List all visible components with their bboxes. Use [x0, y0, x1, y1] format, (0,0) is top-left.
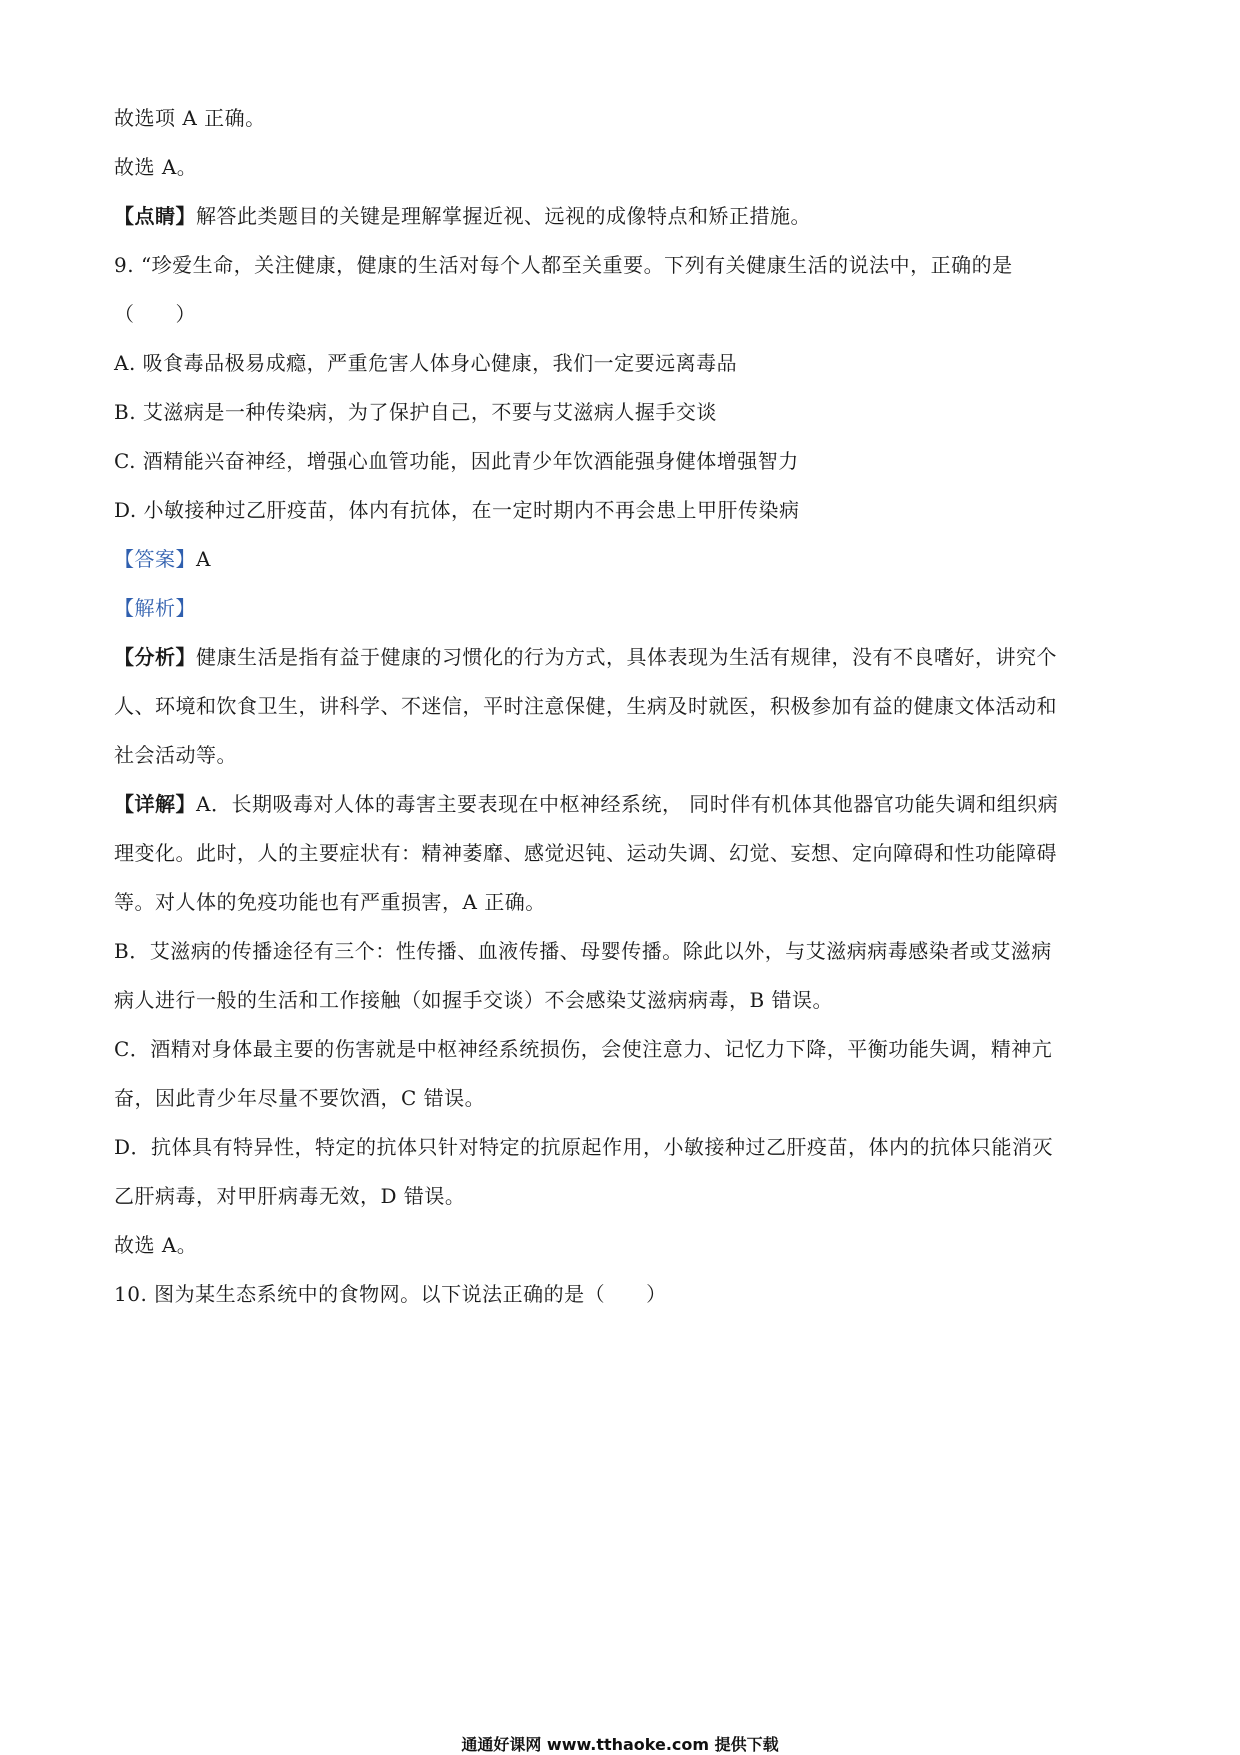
xiangjie-line-7: 奋，因此青少年尽量不要饮酒，C 错误。 — [114, 1086, 486, 1110]
xiangjie-line-6: C．酒精对身体最主要的伤害就是中枢神经系统损伤，会使注意力、记忆力下降，平衡功能失调，精神亢 — [114, 1037, 1053, 1061]
question-9-option-c: C. 酒精能兴奋神经，增强心血管功能，因此青少年饮酒能强身健体增强智力 — [114, 449, 799, 473]
question-9-option-d: D. 小敏接种过乙肝疫苗，体内有抗体，在一定时期内不再会患上甲肝传染病 — [114, 498, 800, 522]
question-9-option-a: A. 吸食毒品极易成瘾，严重危害人体身心健康，我们一定要远离毒品 — [114, 351, 738, 375]
xiangjie-tag: 【详解】 — [114, 792, 196, 816]
page-footer: 通通好课网 www.tthaoke.com 提供下载 — [461, 1735, 779, 1754]
question-10-stem: 10. 图为某生态系统中的食物网。以下说法正确的是（ ） — [114, 1282, 667, 1306]
fenxi-tag: 【分析】 — [114, 645, 196, 669]
xiangjie-text-1: A．长期吸毒对人体的毒害主要表现在中枢神经系统， 同时伴有机体其他器官功能失调和组织病 — [196, 792, 1059, 816]
xiangjie-line-3: 等。对人体的免疫功能也有严重损害，A 正确。 — [114, 890, 546, 914]
answer-line — [114, 547, 211, 571]
xiangjie-line-8: D．抗体具有特异性，特定的抗体只针对特定的抗原起作用，小敏接种过乙肝疫苗，体内的抗体只能消灭 — [114, 1135, 1054, 1159]
xiangjie-line-2: 理变化。此时，人的主要症状有：精神萎靡、感觉迟钝、运动失调、幻觉、妄想、定向障碍和性功能障碍 — [114, 841, 1057, 865]
tip-line — [114, 204, 811, 228]
xiangjie-line-5: 病人进行一般的生活和工作接触（如握手交谈）不会感染艾滋病病毒，B 错误。 — [114, 988, 834, 1012]
xiangjie-line-9: 乙肝病毒，对甲肝病毒无效，D 错误。 — [114, 1184, 466, 1208]
conclusion-line: 故选项 A 正确。 — [114, 106, 266, 130]
tip-text: 解答此类题目的关键是理解掌握近视、远视的成像特点和矫正措施。 — [196, 204, 811, 228]
answer-tag: 【答案】 — [114, 547, 196, 571]
question-9-paren: （ ） — [114, 302, 196, 326]
analysis-tag: 【解析】 — [114, 596, 196, 620]
choice-line: 故选 A。 — [114, 155, 198, 179]
xiangjie-line-1 — [114, 792, 1058, 816]
question-9-stem: 9. “珍爱生命，关注健康，健康的生活对每个人都至关重要。下列有关健康生活的说法中，正确的是 — [114, 253, 1013, 277]
answer-value: A — [196, 547, 211, 571]
fenxi-line-1 — [114, 645, 1057, 669]
xiangjie-line-10: 故选 A。 — [114, 1233, 198, 1257]
tip-tag: 【点睛】 — [114, 204, 196, 228]
fenxi-line-3: 社会活动等。 — [114, 743, 237, 767]
question-9-option-b: B. 艾滋病是一种传染病，为了保护自己，不要与艾滋病人握手交谈 — [114, 400, 717, 424]
xiangjie-line-4: B．艾滋病的传播途径有三个：性传播、血液传播、母婴传播。除此以外，与艾滋病病毒感染者或艾滋病 — [114, 939, 1052, 963]
fenxi-line-2: 人、环境和饮食卫生，讲科学、不迷信，平时注意保健，生病及时就医，积极参加有益的健康文体活动和 — [114, 694, 1057, 718]
fenxi-text-1: 健康生活是指有益于健康的习惯化的行为方式，具体表现为生活有规律，没有不良嗜好，讲究个 — [196, 645, 1057, 669]
